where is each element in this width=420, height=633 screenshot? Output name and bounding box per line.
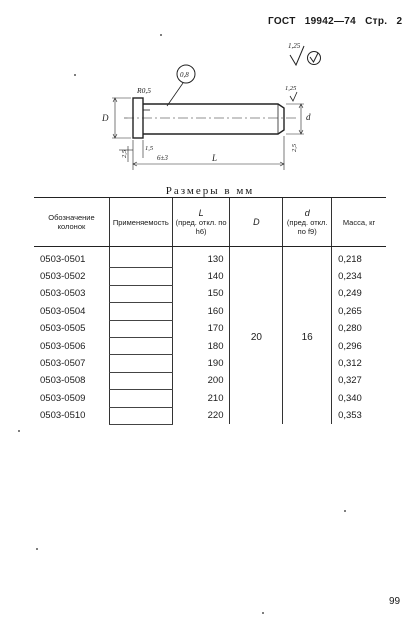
dim-left-label: 2,5 [121, 149, 128, 158]
table-row [34, 268, 386, 285]
table-row [34, 390, 386, 407]
header-D [230, 198, 283, 247]
header-d-symbol: d [304, 207, 310, 218]
page-label: Стр. [365, 16, 388, 27]
cell-code: 0503-0507 [40, 358, 86, 370]
header-D-symbol: D [253, 216, 260, 227]
dim-chamfer-label: 1,5 [145, 145, 154, 152]
column-drawing [0, 0, 420, 180]
cell-L: 220 [172, 407, 230, 424]
roughness-top-label: 1,25 [288, 42, 301, 50]
table-header-row [34, 198, 386, 247]
cell-mass: 0,280 [332, 320, 386, 337]
column-shaft [143, 104, 284, 134]
cell-mass: 0,296 [332, 337, 386, 354]
cell-d-merged: 16 [283, 247, 332, 425]
cell-D-merged: 20 [230, 247, 283, 425]
dim-head-label: 6±3 [157, 154, 168, 162]
cell-L: 180 [172, 337, 230, 354]
table-row [34, 285, 386, 302]
header-d [283, 198, 332, 247]
dim-right-label: 2,5 [291, 143, 298, 152]
cell-mass: 0,265 [332, 303, 386, 320]
roughness-right-label: 1,25 [285, 85, 297, 92]
callout-label: 0,8 [180, 71, 189, 79]
cell-applicability [109, 285, 172, 302]
cell-applicability [109, 372, 172, 389]
table-row [34, 355, 386, 372]
cell-L: 210 [172, 390, 230, 407]
cell-code: 0503-0509 [40, 392, 86, 404]
cell-applicability [109, 337, 172, 354]
scan-speck [160, 34, 162, 36]
cell-L: 130 [172, 247, 230, 268]
cell-L: 140 [172, 268, 230, 285]
dim-D-label: D [102, 113, 109, 123]
header-L-symbol: L [198, 207, 204, 218]
cell-mass: 0,312 [332, 355, 386, 372]
table-row [34, 372, 386, 389]
cell-code: 0503-0510 [40, 410, 86, 422]
page-number: 99 [389, 596, 401, 607]
scan-speck [18, 430, 20, 432]
header-applicability: Применяемость [109, 198, 172, 247]
cell-code: 0503-0506 [40, 340, 86, 352]
cell-code: 0503-0508 [40, 375, 86, 387]
cell-mass: 0,340 [332, 390, 386, 407]
scan-speck [74, 74, 76, 76]
cell-applicability [109, 268, 172, 285]
gost-number: 19942—74 [304, 16, 357, 27]
cell-code: 0503-0502 [40, 271, 86, 283]
cell-applicability [109, 247, 172, 268]
radius-label: R0,5 [137, 86, 151, 95]
cell-L: 150 [172, 285, 230, 302]
cell-code: 0503-0503 [40, 288, 86, 300]
header-d-note: (пред. откл. по f9) [286, 217, 328, 236]
cell-mass: 0,249 [332, 285, 386, 302]
header-mass: Масса, кг [332, 198, 386, 247]
table-row [34, 247, 386, 268]
cell-code: 0503-0501 [40, 253, 86, 265]
cell-code: 0503-0505 [40, 323, 86, 335]
table-row [34, 320, 386, 337]
gost-label: ГОСТ [268, 16, 296, 27]
roughness-circle-icon [308, 52, 321, 65]
page-number-header: 2 [396, 16, 403, 27]
dim-L-label: L [212, 153, 218, 163]
header-L [172, 198, 230, 247]
table-title: Размеры в мм [165, 185, 255, 197]
cell-applicability [109, 390, 172, 407]
scan-speck [36, 548, 38, 550]
header-L-note: (пред. откл. по h6) [175, 217, 227, 236]
cell-applicability [109, 355, 172, 372]
cell-L: 190 [172, 355, 230, 372]
cell-L: 160 [172, 303, 230, 320]
scan-speck [344, 510, 346, 512]
cell-mass: 0,327 [332, 372, 386, 389]
cell-mass: 0,353 [332, 407, 386, 424]
cell-mass: 0,218 [332, 247, 386, 268]
cell-L: 200 [172, 372, 230, 389]
cell-code: 0503-0504 [40, 305, 86, 317]
header-code: Обозначение колонок [34, 198, 109, 247]
table-row [34, 407, 386, 424]
cell-mass: 0,234 [332, 268, 386, 285]
scan-speck [262, 612, 264, 614]
dim-d-label: d [306, 112, 311, 122]
cell-applicability [109, 407, 172, 424]
cell-L: 170 [172, 320, 230, 337]
table-row [34, 337, 386, 354]
cell-applicability [109, 303, 172, 320]
dimensions-table [34, 197, 386, 425]
table-row [34, 303, 386, 320]
cell-applicability [109, 320, 172, 337]
